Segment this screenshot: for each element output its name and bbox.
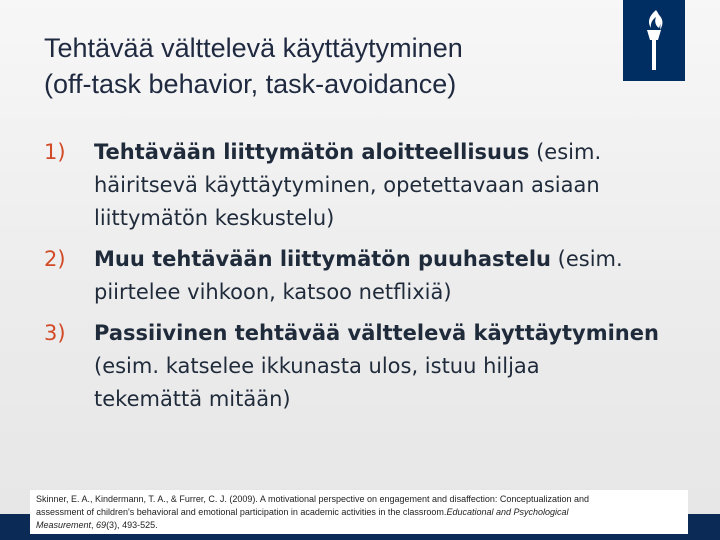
item-number: 2) [44,247,66,271]
behavior-list [44,136,684,424]
list-item [44,243,684,309]
journal-volume: 69 [96,520,107,530]
list-item [44,136,684,235]
journal-name-end: Measurement [36,520,92,530]
list-item [44,317,684,416]
reference-line-2 [36,506,682,519]
item-number: 1) [44,140,66,164]
reference-line-1: Skinner, E. A., Kindermann, T. A., & Furrer, C. J. (2009). A motivational perspective on engagement and disaffection: Conceptualization and [36,494,589,504]
reference-citation [30,490,688,534]
item-line: tekemättä mitään) [94,387,291,411]
university-logo [623,0,685,81]
item-bold-text: Passiivinen tehtävää välttelevä käyttäytyminen [94,321,659,345]
journal-name: Educational and Psychological [446,507,569,517]
item-number: 3) [44,321,66,345]
item-line: liittymätön keskustelu) [94,206,335,230]
reference-line-3 [36,519,682,532]
item-line [94,243,684,276]
item-line: (esim. katselee ikkunasta ulos, istuu hiljaa [94,354,540,378]
title-line-1: Tehtävää välttelevä käyttäytyminen [44,33,463,63]
item-text: (esim. [550,247,623,271]
item-line: häiritsevä käyttäytyminen, opetettavaan asiaan [94,173,600,197]
title-line-2: (off-task behavior, task-avoidance) [44,69,457,99]
slide-title [44,30,604,102]
reference-text: assessment of children's behavioral and emotional participation in academic activities in the classroom. [36,507,447,517]
item-bold-text: Tehtävään liittymätön aloitteellisuus [94,140,530,164]
item-line: piirtelee vihkoon, katsoo netflixiä) [94,280,452,304]
item-text: (esim. [529,140,602,164]
item-bold-text: Muu tehtävään liittymätön puuhastelu [94,247,551,271]
item-line [94,136,684,169]
reference-pages: (3), 493-525. [106,520,158,530]
reference-text: , [91,520,97,530]
torch-icon [623,0,685,81]
